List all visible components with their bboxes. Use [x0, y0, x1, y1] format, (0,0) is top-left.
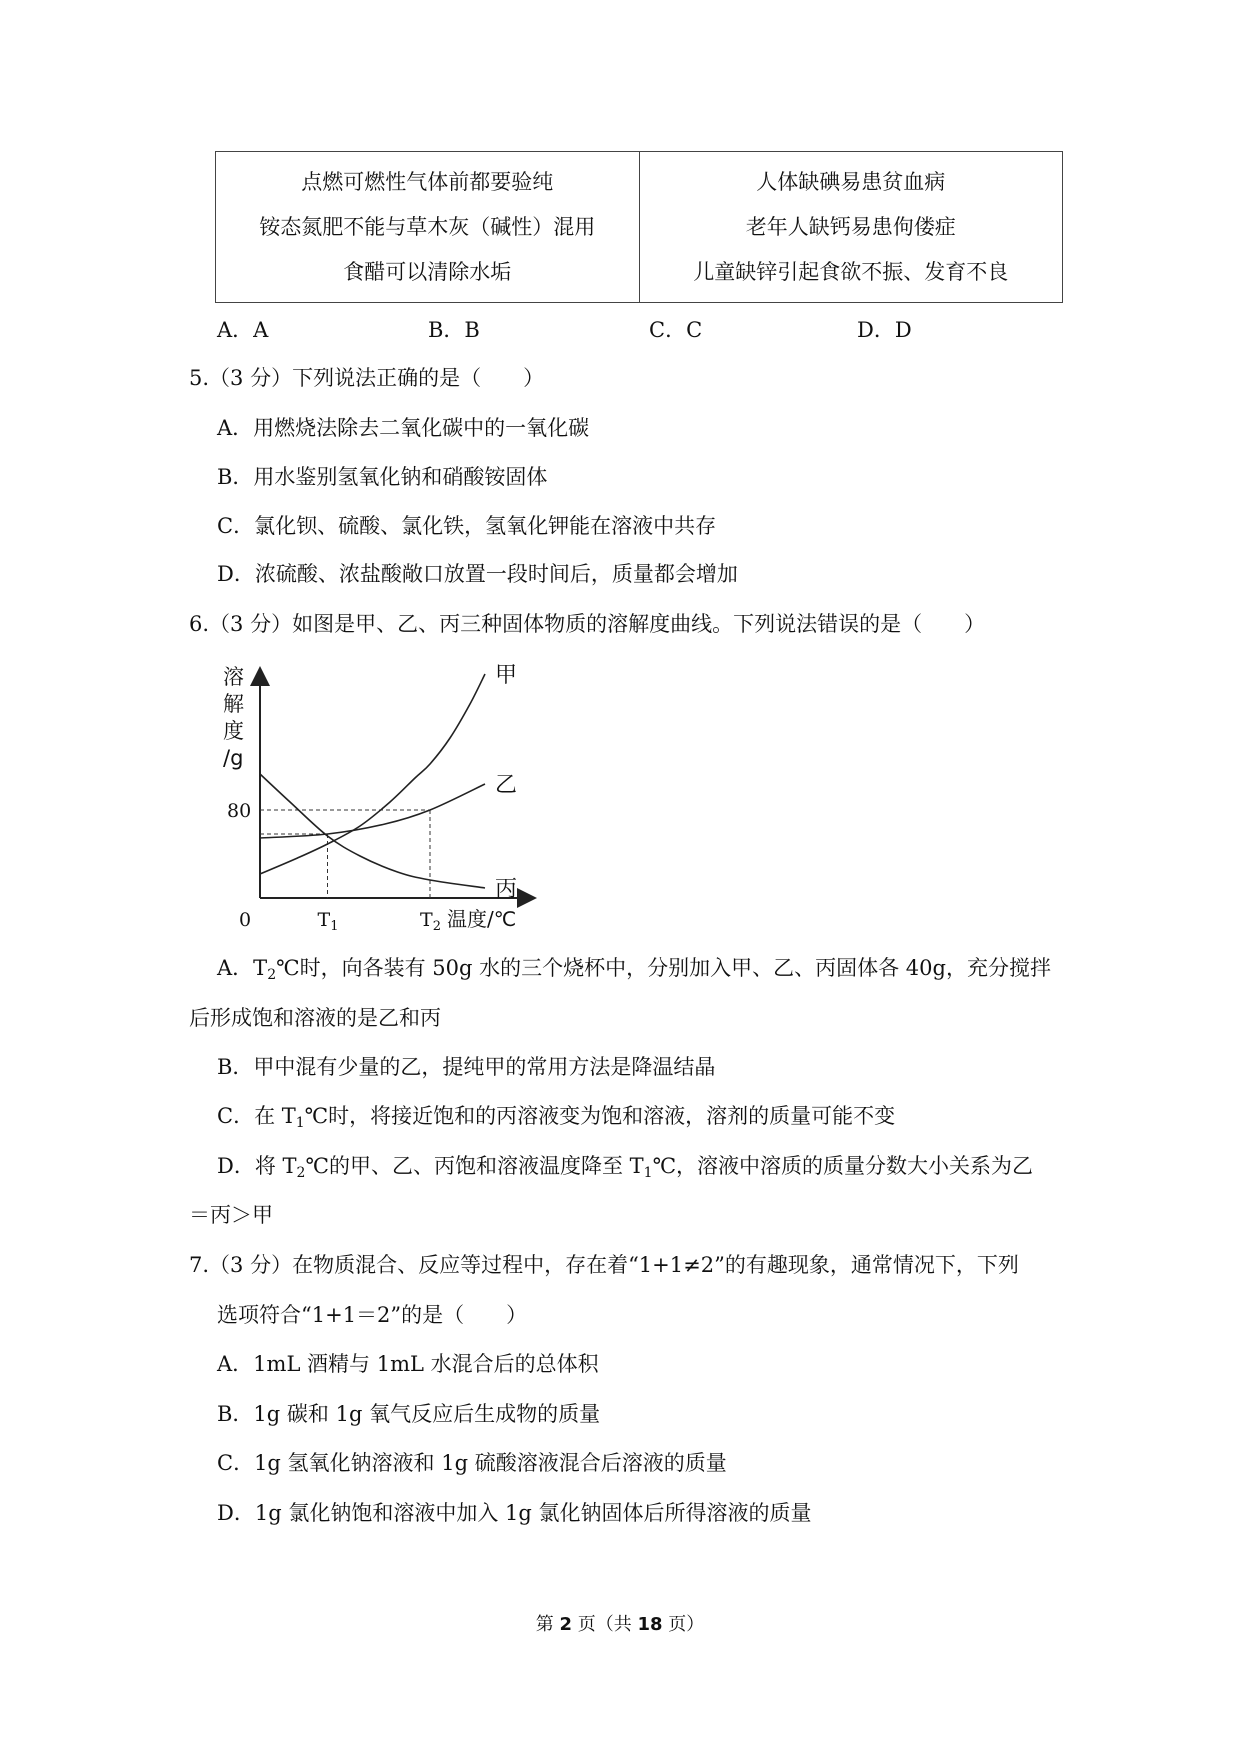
q7-option-a[interactable]: A．1mL 酒精与 1mL 水混合后的总体积	[217, 1352, 599, 1376]
q4-table-right-cell	[639, 152, 1063, 302]
q7-stem-line-2: 选项符合“1+1＝2”的是（ ）	[217, 1303, 528, 1327]
q5-stem: 5.（3 分）下列说法正确的是（ ）	[189, 366, 545, 390]
chart-guides	[260, 810, 430, 898]
x-tick-subscript-1: 1	[330, 919, 339, 930]
q6-option-c[interactable]	[217, 1102, 895, 1137]
q4-table-left-cell	[216, 152, 639, 302]
q4-option-c[interactable]: C．C	[649, 318, 703, 342]
table-left-line-2: 铵态氮肥不能与草木灰（碱性）混用	[259, 214, 596, 239]
q4-option-d[interactable]: D．D	[857, 318, 912, 342]
solubility-chart	[215, 660, 545, 930]
q5-option-c[interactable]: C．氯化钡、硫酸、氯化铁，氢氧化钾能在溶液中共存	[217, 514, 717, 538]
series-label-1: 甲	[495, 663, 518, 688]
q4-option-b[interactable]: B．B	[428, 318, 480, 342]
q7-stem-line-1: 7.（3 分）在物质混合、反应等过程中，存在着“1+1≠2”的有趣现象，通常情况下，下列	[189, 1253, 1019, 1277]
q6-option-d-continued: ＝丙＞甲	[189, 1203, 273, 1227]
q6-option-a[interactable]	[217, 954, 1051, 989]
q6-option-d[interactable]	[217, 1152, 1033, 1187]
x-tick-subscript-2: 2	[432, 919, 441, 930]
q6-option-d-part1: D．将 T	[217, 1154, 297, 1178]
chart-series	[260, 674, 485, 888]
q6-option-a-part2: ℃时，向各装有 50g 水的三个烧杯中，分别加入甲、乙、丙固体各 40g，充分搅拌	[276, 956, 1051, 980]
y-tick-label: 80	[227, 800, 252, 822]
q6-option-a-sub: 2	[267, 967, 277, 983]
q6-option-d-sub1: 2	[296, 1165, 306, 1181]
table-right-line-3: 儿童缺锌引起食欲不振、发育不良	[693, 259, 1009, 284]
table-left-line-1: 点燃可燃性气体前都要验纯	[301, 170, 554, 195]
series-label-2: 乙	[495, 773, 518, 798]
q6-option-d-sub2: 1	[643, 1165, 653, 1181]
x-tick-label-2: $T_2$	[420, 909, 441, 930]
q5-option-d[interactable]: D．浓硫酸、浓盐酸敞口放置一段时间后，质量都会增加	[217, 562, 738, 586]
page-footer	[0, 1613, 1240, 1637]
q5-option-a[interactable]: A．用燃烧法除去二氧化碳中的一氧化碳	[217, 416, 590, 440]
q6-option-d-part2: ℃的甲、乙、丙饱和溶液温度降至 T	[305, 1154, 644, 1178]
series-curve-3	[260, 774, 485, 888]
chart-labels	[223, 663, 517, 930]
q6-option-c-sub: 1	[295, 1115, 305, 1131]
q6-option-a-part1: A．T	[217, 956, 268, 980]
q4-option-a[interactable]: A．A	[217, 318, 269, 342]
q7-option-c[interactable]: C．1g 氢氧化钠溶液和 1g 硫酸溶液混合后溶液的质量	[217, 1451, 727, 1475]
q4-table	[215, 151, 1063, 303]
y-axis-label-char: 度	[223, 719, 244, 743]
series-label-3: 丙	[495, 877, 518, 902]
x-axis-label: 温度/℃	[447, 907, 517, 930]
q7-option-d[interactable]: D．1g 氯化钠饱和溶液中加入 1g 氯化钠固体后所得溶液的质量	[217, 1501, 812, 1525]
footer-page-number: 2	[559, 1614, 572, 1635]
q7-option-b[interactable]: B．1g 碳和 1g 氧气反应后生成物的质量	[217, 1402, 601, 1426]
footer-prefix: 第	[535, 1614, 560, 1635]
q6-option-d-part3: ℃，溶液中溶质的质量分数大小关系为乙	[652, 1154, 1034, 1178]
q6-option-c-part1: C．在 T	[217, 1104, 296, 1128]
y-axis-label-char: 解	[223, 692, 244, 716]
q6-option-b[interactable]: B．甲中混有少量的乙，提纯甲的常用方法是降温结晶	[217, 1055, 716, 1079]
q6-option-a-continued: 后形成饱和溶液的是乙和丙	[189, 1006, 441, 1030]
footer-middle: 页（共	[572, 1614, 638, 1635]
footer-total-pages: 18	[637, 1614, 663, 1635]
table-right-line-1: 人体缺碘易患贫血病	[756, 170, 946, 195]
origin-label: 0	[239, 909, 252, 930]
q5-option-b[interactable]: B．用水鉴别氢氧化钠和硝酸铵固体	[217, 465, 548, 489]
q6-stem: 6.（3 分）如图是甲、乙、丙三种固体物质的溶解度曲线。下列说法错误的是（ ）	[189, 612, 986, 636]
chart-axes	[260, 676, 527, 898]
table-left-line-3: 食醋可以清除水垢	[343, 259, 512, 284]
q4-options	[217, 316, 977, 344]
y-axis-label-char: /g	[223, 746, 244, 770]
table-right-line-2: 老年人缺钙易患佝偻症	[745, 214, 956, 239]
q6-option-c-part2: ℃时，将接近饱和的丙溶液变为饱和溶液，溶剂的质量可能不变	[304, 1104, 896, 1128]
series-curve-1	[260, 674, 485, 874]
x-tick-label-1: $T_1$	[318, 909, 339, 930]
y-axis-label-char: 溶	[223, 665, 244, 689]
footer-suffix: 页）	[662, 1614, 705, 1635]
series-curve-2	[260, 784, 485, 838]
